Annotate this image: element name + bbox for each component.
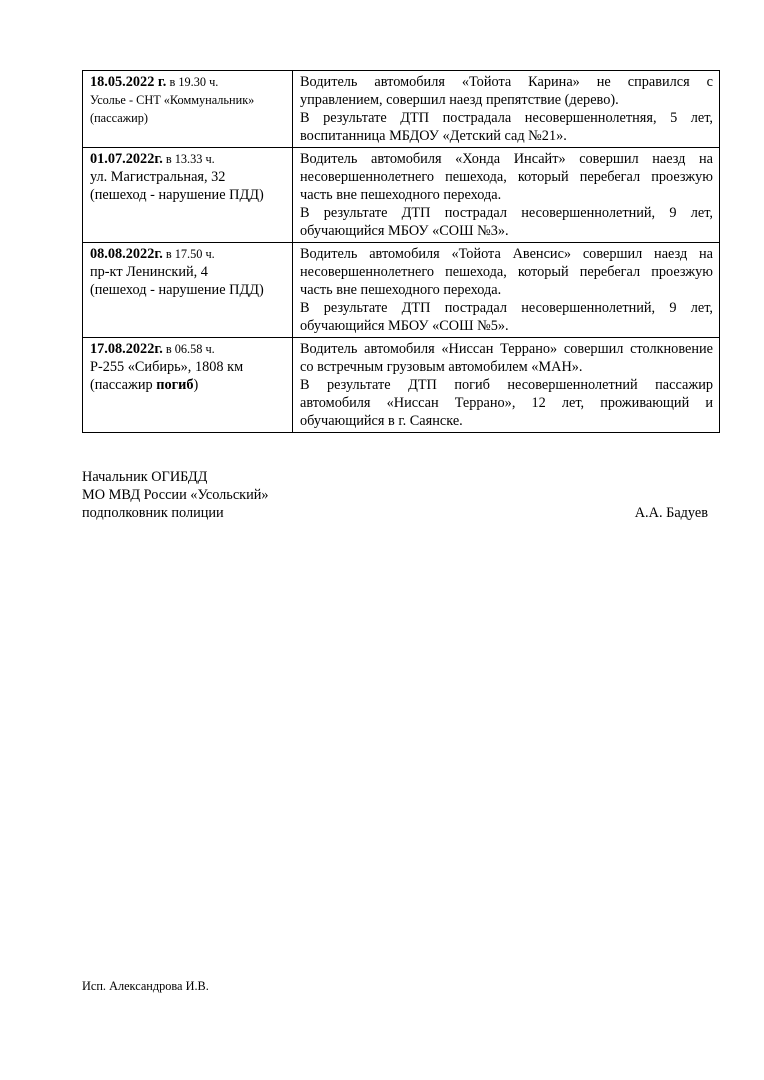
incident-date: 01.07.2022г. [90,151,163,167]
incident-date: 17.08.2022г. [90,341,163,357]
incident-datetime [90,245,286,263]
incident-result: В результате ДТП пострадал несовершеннолетний, 9 лет, обучающийся МБОУ «СОШ №5». [300,300,713,334]
incident-info-cell [83,338,293,433]
incident-description-cell [293,243,720,338]
incident-place: пр-кт Ленинский, 4 [90,264,208,280]
incident-info-cell [83,243,293,338]
incident-time: в 06.58 ч. [162,342,215,356]
table-row [83,148,720,243]
incident-result: В результате ДТП погиб несовершеннолетний пассажир автомобиля «Ниссан Террано», 12 лет, проживающий и обучающийся в г. Саянске. [300,377,713,429]
incident-place: Р-255 «Сибирь», 1808 км [90,359,244,375]
incident-place: Усолье - СНТ «Коммунальник» [90,93,255,107]
table-row [83,71,720,148]
incident-description: Водитель автомобиля «Хонда Инсайт» совершил наезд на несовершеннолетнего пешехода, который перебегал проезжую часть вне пешеходного перехода. [300,151,713,203]
signature-block [82,468,269,522]
incident-datetime [90,340,286,358]
incident-time: в 13.33 ч. [162,152,215,166]
incident-category: (пешеход - нарушение ПДД) [90,282,264,298]
incident-description-cell [293,71,720,148]
incident-date: 08.08.2022г. [90,246,163,262]
incident-datetime [90,150,286,168]
signature-position: Начальник ОГИБДД [82,469,208,485]
incident-description-cell [293,148,720,243]
incident-description: Водитель автомобиля «Тойота Авенсис» совершил наезд на несовершеннолетнего пешехода, который перебегал проезжую часть вне пешеходного перехода. [300,246,713,298]
executor-note: Исп. Александрова И.В. [82,979,209,993]
incidents-table [82,70,720,433]
incident-category: (пешеход - нарушение ПДД) [90,187,264,203]
incident-datetime [90,73,286,91]
incident-time: в 17.50 ч. [162,247,215,261]
table-row [83,338,720,433]
incident-category: (пассажир) [90,111,148,125]
signature-rank: подполковник полиции [82,505,224,521]
incident-description: Водитель автомобиля «Ниссан Террано» совершил столкновение со встречным грузовым автомобилем «МАН». [300,341,713,375]
incident-place: ул. Магистральная, 32 [90,169,226,185]
incident-date: 18.05.2022 г. [90,74,167,90]
incident-time: в 19.30 ч. [166,75,219,89]
incident-info-cell [83,148,293,243]
incident-description-cell [293,338,720,433]
incident-category: (пассажир погиб) [90,377,199,393]
incident-info-cell [83,71,293,148]
incident-result: В результате ДТП пострадала несовершеннолетняя, 5 лет, воспитанница МБДОУ «Детский сад №21». [300,110,713,144]
signature-department: МО МВД России «Усольский» [82,487,269,503]
table-row [83,243,720,338]
incident-description: Водитель автомобиля «Тойота Карина» не справился с управлением, совершил наезд препятствие (дерево). [300,74,713,108]
signature-name: А.А. Бадуев [634,505,708,521]
incident-result: В результате ДТП пострадал несовершеннолетний, 9 лет, обучающийся МБОУ «СОШ №3». [300,205,713,239]
